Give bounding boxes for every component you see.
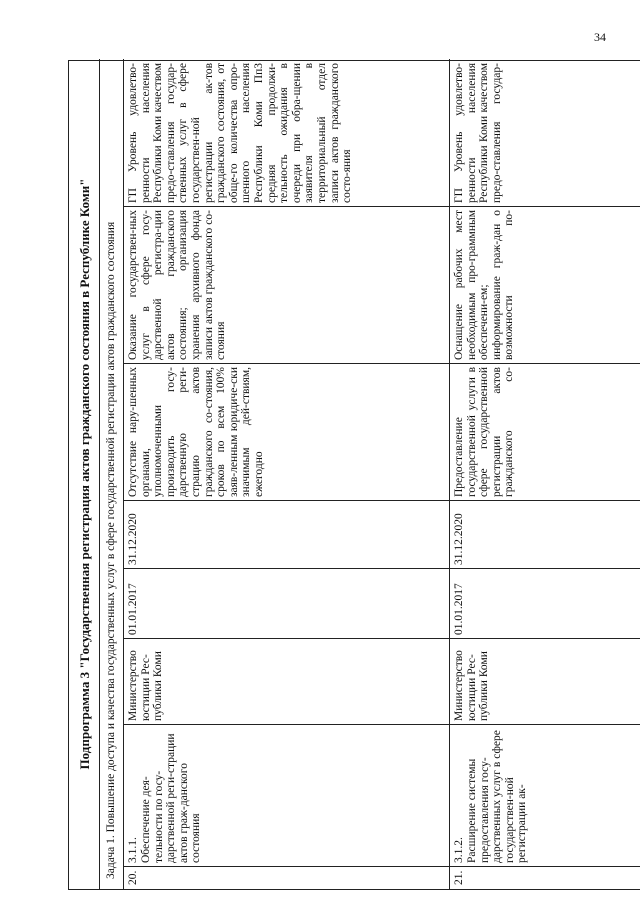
activity-name: Расширение системы предоставления госу-дарственных услуг в сфере государствен-ной регистрации ак- bbox=[466, 730, 529, 863]
expected-result: Отсутствие нару-шенных органами, уполномоченными производить госу-дарственную реги-страцию актов гражданского со-стояния, сроков по всем 100% заяв-ленным юридиче-ски значимым дей-ствиям, ежегодно bbox=[127, 367, 265, 497]
divider bbox=[449, 59, 450, 889]
divider bbox=[123, 724, 640, 725]
indicator: ГП Уровень удовлетво-ренности населения Республики Коми качеством предо-ставления государ- bbox=[453, 63, 503, 203]
rotated-page-content bbox=[68, 60, 640, 890]
task-title: Задача 1. Повышение доступа и качества государственных услуг в сфере государственной регистрации актов гражданского состояния bbox=[105, 221, 117, 879]
divider bbox=[99, 59, 100, 889]
expected-result: Предоставление государственной услуги в сфере государственной регистрации актов гражданского со- bbox=[453, 367, 516, 497]
row-number: 20. bbox=[127, 870, 139, 885]
activity-name: Обеспечение дея-тельности по госу-дарственной реги-страции актов граж-данского состояния bbox=[140, 733, 203, 863]
executor: Министерство юстиции Рес-публики Коми bbox=[127, 650, 165, 721]
indicator: ГП Уровень удовлетво-ренности населения Республики Коми качеством предо-ставления государ-ственных услуг в сфере государствен-ной регистрации ак-тов гражданского состояния, от обще-го количества опро-шенного населения Республики Коми Пп3 средняя продолжи-тельность ожидания в очереди при обра-щении заявителя в территориальный отдел записи актов гражданского состо-яния bbox=[127, 63, 354, 203]
divider bbox=[123, 638, 640, 639]
divider bbox=[123, 206, 640, 207]
linked-activity: Оснащение рабочих мест необходимым про-граммным обеспечени-ем; информирование граж-дан о возможности по- bbox=[453, 210, 516, 360]
divider bbox=[123, 568, 640, 569]
page-number: 34 bbox=[594, 30, 606, 44]
activity-code: 3.1.1. bbox=[127, 837, 139, 863]
divider bbox=[123, 59, 124, 889]
start-date: 01.01.2017 bbox=[453, 583, 465, 635]
divider bbox=[123, 500, 640, 501]
linked-activity: Оказание государствен-ных услуг в сфере госу-дарственной регистра-ции актов гражданского состояния; организация хранения архивного фонда записи актов гражданского со-стояния bbox=[127, 210, 228, 360]
program-table bbox=[68, 60, 640, 890]
row-number: 21. bbox=[453, 870, 465, 885]
divider bbox=[123, 866, 640, 867]
divider bbox=[123, 363, 640, 364]
activity-code: 3.1.2. bbox=[453, 837, 465, 863]
end-date: 31.12.2020 bbox=[127, 513, 139, 565]
subprogram-title: Подпрограмма 3 "Государственная регистрация актов гражданского состояния в Республике Коми" bbox=[77, 178, 92, 770]
start-date: 01.01.2017 bbox=[127, 583, 139, 635]
end-date: 31.12.2020 bbox=[453, 513, 465, 565]
executor: Министерство юстиции Рес-публики Коми bbox=[453, 650, 491, 721]
